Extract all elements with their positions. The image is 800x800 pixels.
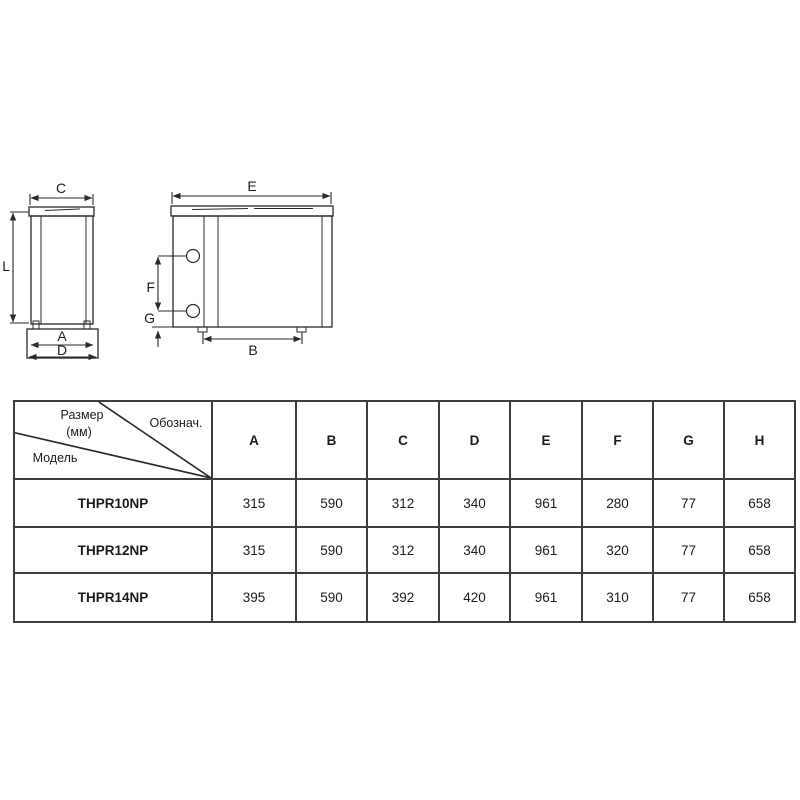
column-header-c: C — [367, 401, 439, 479]
value-cell: 961 — [510, 573, 582, 622]
side-view — [171, 206, 333, 332]
front-dimensions — [10, 194, 96, 357]
corner-designation-label: Обознач. — [149, 416, 203, 430]
value-cell: 77 — [653, 527, 724, 573]
dimensions-table — [13, 400, 796, 623]
port-upper — [187, 250, 200, 263]
front-body — [31, 216, 93, 324]
value-cell: 961 — [510, 479, 582, 527]
model-name: THPR12NP — [14, 527, 212, 573]
value-cell: 590 — [296, 573, 367, 622]
table-row-thpr14np — [14, 573, 795, 622]
table-header-row — [14, 401, 795, 479]
corner-model-label: Модель — [32, 451, 78, 465]
value-cell: 420 — [439, 573, 510, 622]
dim-label-B: B — [248, 342, 258, 358]
value-cell: 280 — [582, 479, 653, 527]
value-cell: 395 — [212, 573, 296, 622]
column-header-a: A — [212, 401, 296, 479]
dim-label-F: F — [146, 279, 155, 295]
value-cell: 340 — [439, 479, 510, 527]
value-cell: 340 — [439, 527, 510, 573]
corner-size-unit: (мм) — [66, 425, 92, 439]
dimension-diagram — [0, 0, 800, 395]
column-header-b: B — [296, 401, 367, 479]
value-cell: 658 — [724, 479, 795, 527]
side-dimensions — [152, 192, 331, 347]
dim-label-A: A — [57, 328, 67, 344]
dim-label-C: C — [55, 180, 67, 196]
column-header-f: F — [582, 401, 653, 479]
side-foot-left — [198, 327, 207, 332]
value-cell: 320 — [582, 527, 653, 573]
value-cell: 315 — [212, 527, 296, 573]
value-cell: 392 — [367, 573, 439, 622]
front-lid — [29, 207, 94, 216]
model-name: THPR10NP — [14, 479, 212, 527]
value-cell: 590 — [296, 527, 367, 573]
front-foot-left — [33, 321, 39, 329]
dim-label-D: D — [56, 342, 68, 358]
table-corner-cell — [14, 401, 212, 479]
port-lower — [187, 305, 200, 318]
side-body — [173, 216, 332, 327]
value-cell: 590 — [296, 479, 367, 527]
value-cell: 961 — [510, 527, 582, 573]
column-header-e: E — [510, 401, 582, 479]
value-cell: 310 — [582, 573, 653, 622]
value-cell: 312 — [367, 479, 439, 527]
side-lid-seam — [192, 209, 248, 210]
value-cell: 77 — [653, 573, 724, 622]
table-row-thpr10np — [14, 479, 795, 527]
dim-label-L: L — [2, 258, 10, 274]
dim-label-E: E — [247, 178, 257, 194]
side-lid — [171, 206, 333, 216]
value-cell: 658 — [724, 573, 795, 622]
front-foot-right — [84, 321, 90, 329]
value-cell: 77 — [653, 479, 724, 527]
model-name: THPR14NP — [14, 573, 212, 622]
column-header-d: D — [439, 401, 510, 479]
column-header-h: H — [724, 401, 795, 479]
value-cell: 658 — [724, 527, 795, 573]
corner-size-label: Размер — [60, 408, 104, 422]
dim-label-G: G — [144, 310, 155, 326]
table-row-thpr12np — [14, 527, 795, 573]
front-lid-seam — [45, 209, 80, 211]
value-cell: 315 — [212, 479, 296, 527]
side-foot-right — [297, 327, 306, 332]
column-header-g: G — [653, 401, 724, 479]
value-cell: 312 — [367, 527, 439, 573]
